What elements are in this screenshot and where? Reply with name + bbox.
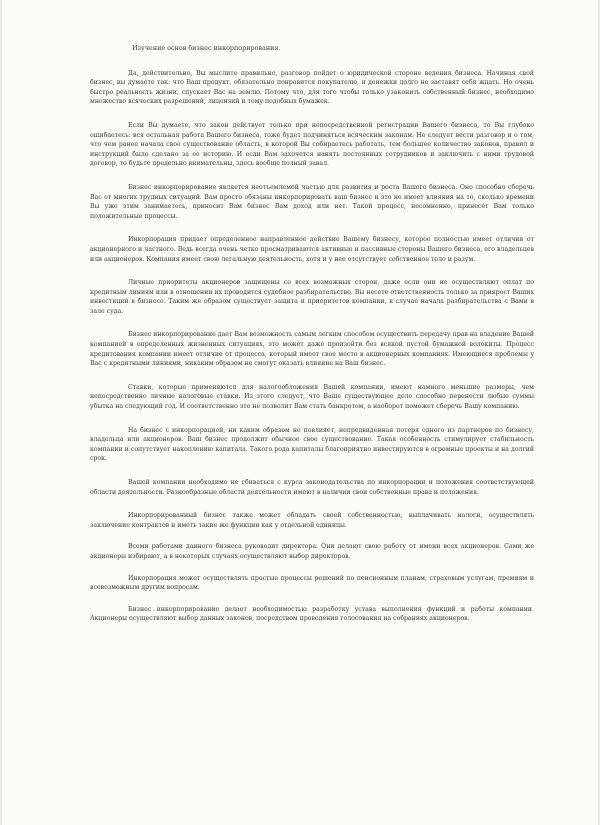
paragraph-2: Если Вы думаете, что закон действует только при непосредственной регистрации Вашего бизнеса, то Вы глубоко ошибаетесь: вся остальная работа Вашего бизнеса, тоже будет подчиняться всяческим законам. Не следует вести разговор и о том, что чем ранее начала свое существование область, в которой Вы собираетесь работать, тем большее количество законов, правил и инструкций было сделано за ее историю. И если Вам захочется нанять постоянных сотрудников и заключить с ними трудовой договор, то будьте предельно внимательны, здесь вообще полный завал. — [90, 121, 534, 168]
paragraph-1: Да, действительно, Вы мыслите правильно, разговор пойдет о юридической стороне ведения бизнеса. Начиная свой бизнес, вы думаете так: что Ваш продукт, обязательно понравится покупателю, и денежки долго не заставят себя ждать. Но очень быстро реальность жизни, спускает Вас на землю. Потому что, для того чтобы только узаконить собственный бизнес, необходимо множество всяческих разрешений, лицензий и тому подобных бумажек. — [90, 69, 534, 106]
paragraph-4: Инкорпорация придает определенное направленное действие Вашему бизнесу, которое полностью имеет отличия от акционерного и частного. Ведь всегда очень четко просматриваются активные и пассивные стороны Вашего бизнеса, его владельцев или акционеров. Компания имеет свою легальную деятельность, хотя и у нее отсутствует собственное тело и разум. — [90, 236, 534, 263]
paragraph-7: Ставки, которые применяются для налогообложения Вашей компании, имеют намного меньшие размеры, чем непосредственно личные налоговые ставки. Из этого следует, что Ваше существующее дело способно перенести любые суммы убытка на следующий год. И соответственно это не позволит Вам стать банкротом, а наоборот поможет сберечь Вашу компанию. — [90, 383, 534, 411]
document-body — [90, 44, 534, 636]
paragraph-8: На бизнес с инкорпорацией, ни каким образом не повлияет, непредвиденная потеря одного из партнеров по бизнесу, владельца или акционеров. Ваш бизнес продолжит обычное свое существование. Такая особенность стимулирует стабильность компании и сопутствует накоплению капитала. Такого рода капиталы благоприятно инвестируются в огромные проекты и на долгий срок. — [90, 426, 534, 463]
paragraph-13: Бизнес инкорпорирование делает необходимостью разработку устава выполнения функций и работы компании. Акционеры осуществляют выбор данных законов, посредством проведения голосования на собраниях акционеров. — [90, 605, 534, 623]
paragraph-10: Инкорпорированный бизнес также может обладать своей собственностью, выплачивать налоги, осуществлять заключение контрактов и иметь такие же функции как у отдельной единицы. — [90, 512, 534, 529]
paragraph-9: Вашей компании необходимо не сбиваться с курса законодательства по инкорпорации и положения соответствующей области деятельности. Разнообразные области деятельности имеют в наличии свои собственные права и положения. — [90, 479, 534, 496]
document-title: Изучение основ бизнес инкорпорирования. — [132, 44, 281, 52]
paragraph-5: Личные приоритеты акционеров защищены со всех возможных сторон, даже если они не осуществляют оплат по кредитным линиям или в отношении их проводится судебное разбирательство. Вы несете ответственность только за приярост Ваших инвестиций в бизнесе. Таким же образом существует защита и приоритетов компании, в случае начала разбирательства с Вами в зале суда. — [90, 279, 534, 315]
paragraph-11: Всеми работами данного бизнеса руководит директора. Они делают свою работу от имени всех акционеров. Сами же акционеры избирают, а в некоторых случаях осуществляют выбор директоров. — [90, 543, 534, 560]
scan-edge-left — [0, 0, 2, 825]
paragraph-3: Бизнес инкорпорирование является неотъемлемой частью для развития и роста Вашего бизнеса. Оно способно сберечь Вас от многих трудных ситуаций. Вам просто обязаны инкорпорировать ваш бизнес и это не имеет влияния на то, сколько времени Вы уже этим занимаетесь, приносит Вам бизнес Вам доход или нет. Такой процесс, несомненно, принесет Вам только положительные процессы. — [90, 183, 534, 220]
paragraph-12: Инкорпорация может осуществлять простые процессы решений по пенсионным планам, страховым услугам, премиям и всевозможным другим вопросам. — [90, 574, 534, 592]
paragraph-6: Бизнес инкорпорирование дает Вам возможность самым легким способом осуществить передачу прав на владение Вашей компанией в определенных жизненных ситуациях, это может даже произойти без всякой пустой бумажной волокиты. Процесс кредитования компании имеет отличие от процесса, который имеет свое место в акционерных компаниях. Имеющиеся проблемы у Вас с кредитными линиями, никаким образом не смогут оказать влияние на Ваш бизнес. — [90, 331, 534, 368]
